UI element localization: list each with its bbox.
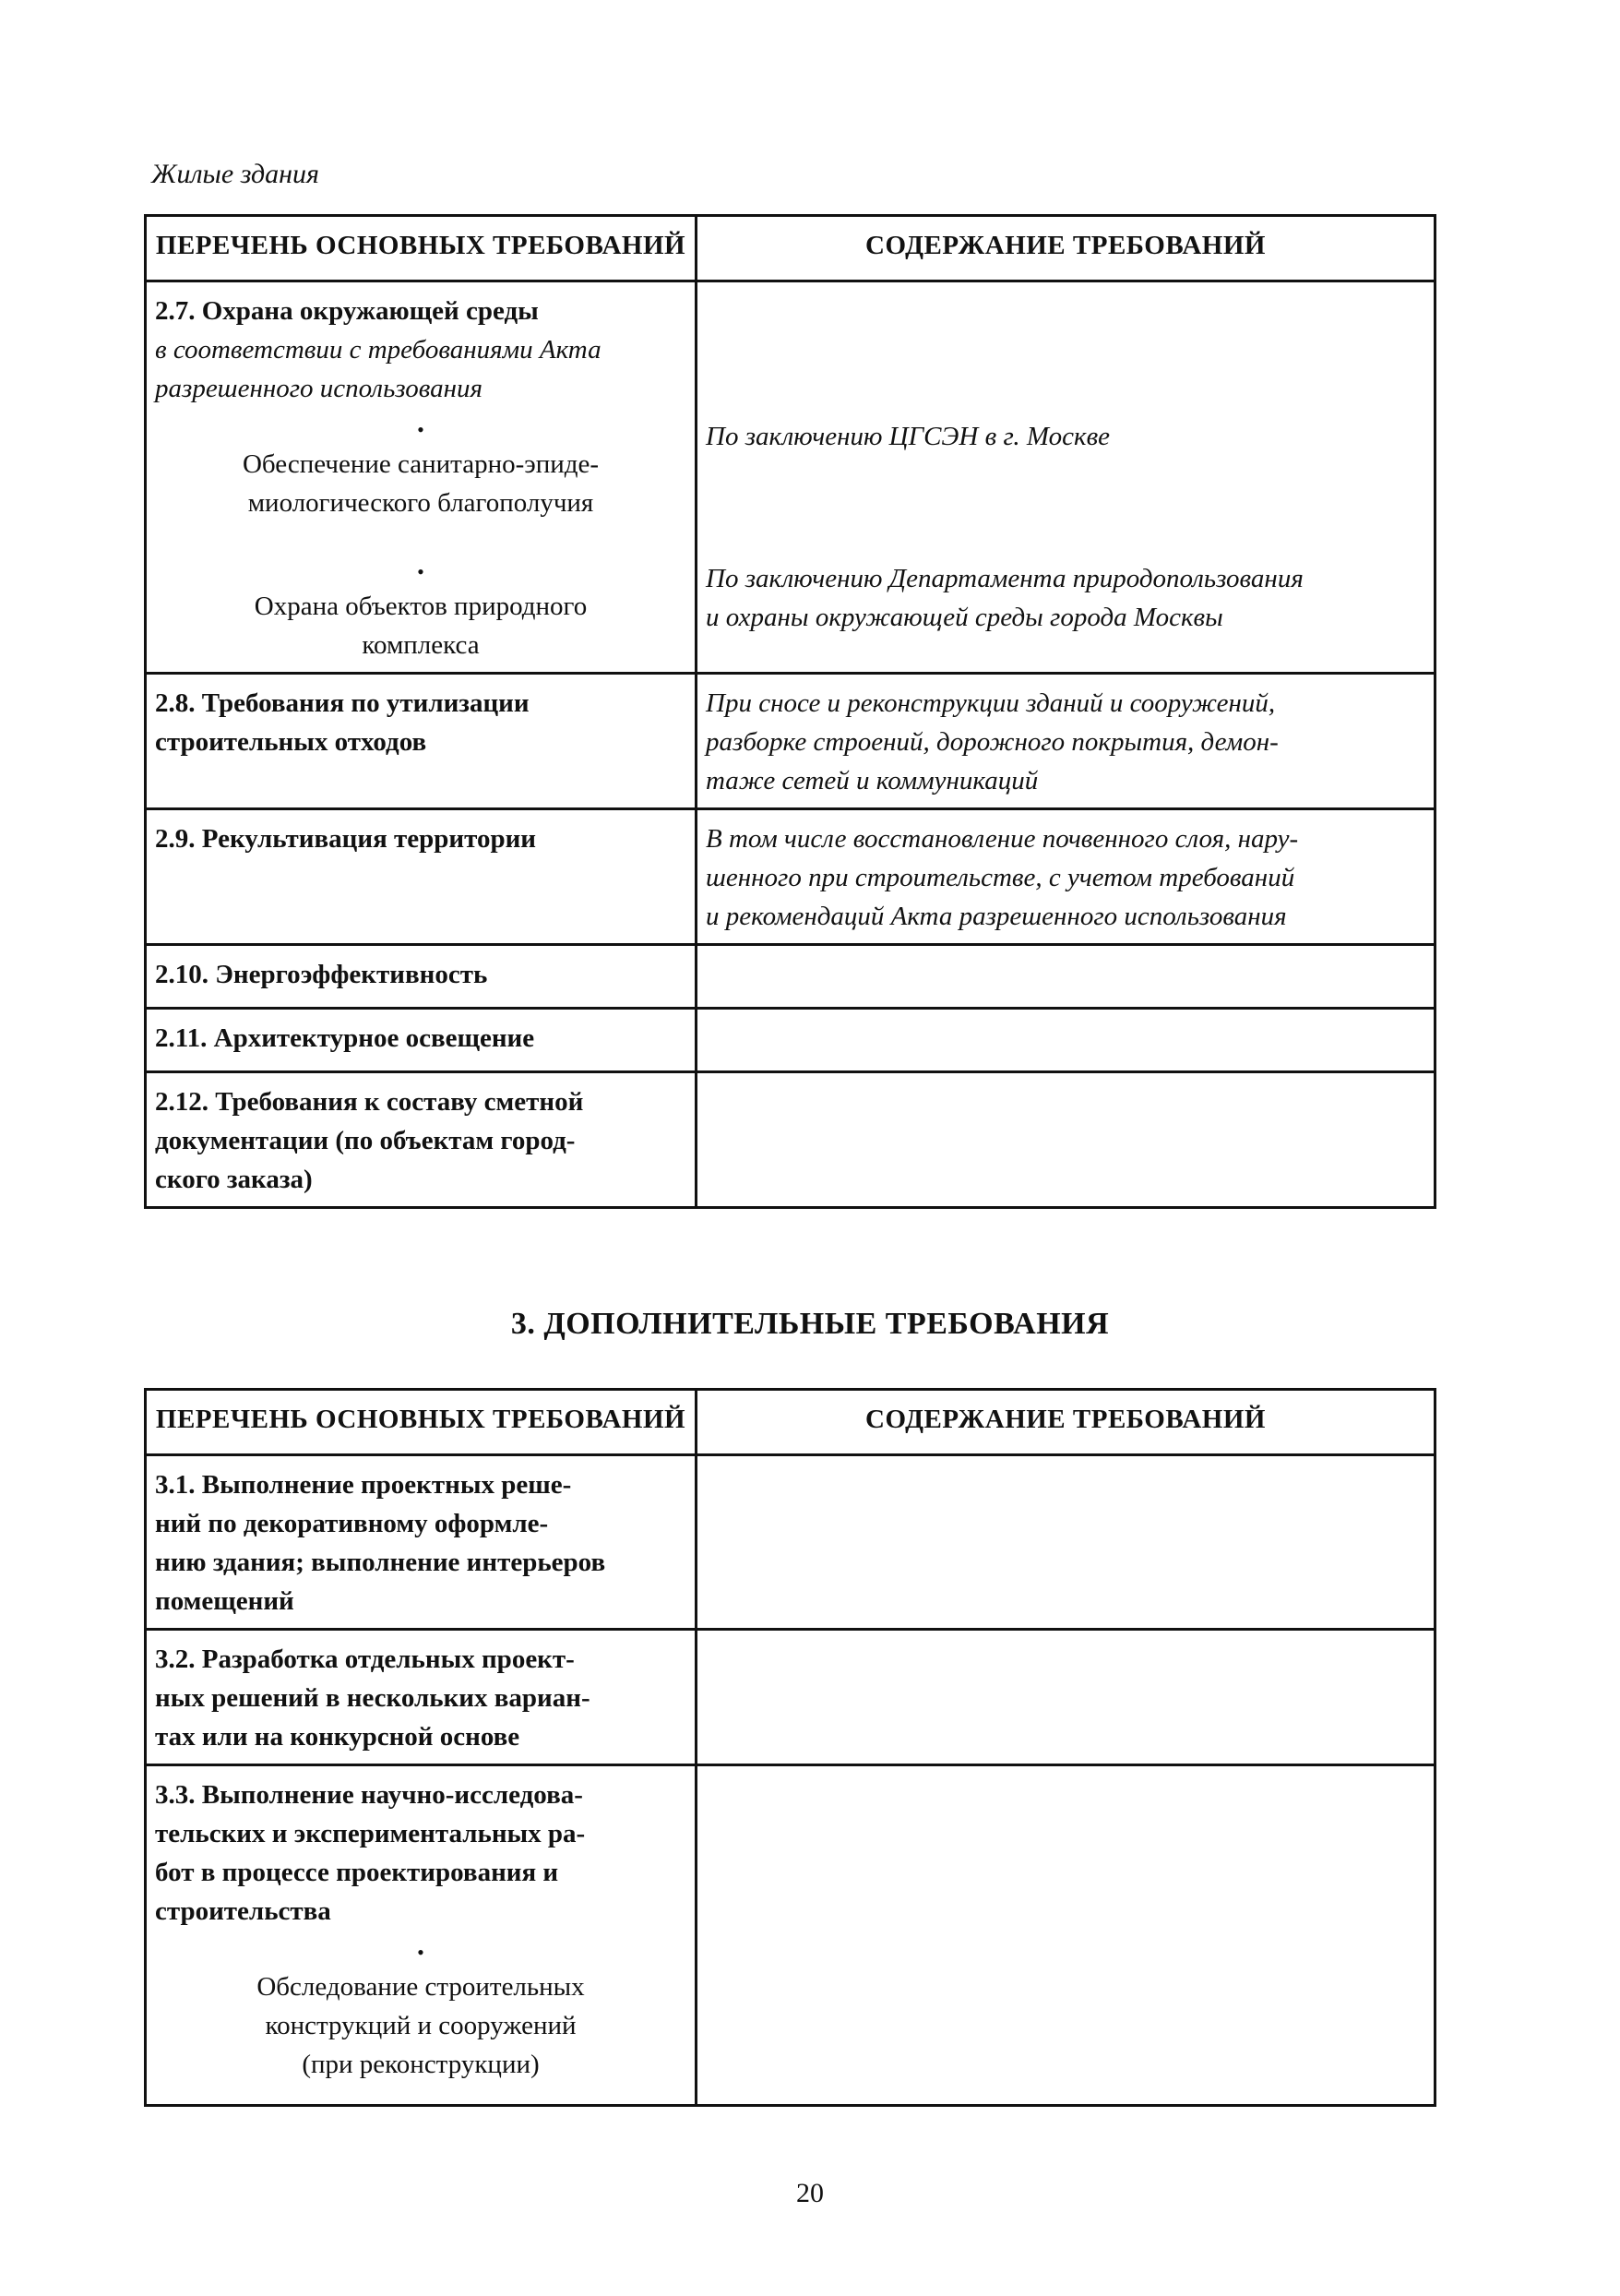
row-2-7-item2-line2: комплекса	[362, 630, 480, 660]
running-header: Жилые здания	[151, 159, 320, 189]
table-row	[146, 1765, 1435, 2106]
row-2-8-title-line1: 2.8. Требования по утилизации	[155, 688, 530, 718]
row-2-12-content	[697, 1072, 1435, 1208]
table-header-row	[146, 1390, 1435, 1455]
requirements-table-2	[144, 214, 1436, 1209]
row-2-8-content	[697, 674, 1435, 809]
column-header-requirements: ПЕРЕЧЕНЬ ОСНОВНЫХ ТРЕБОВАНИЙ	[146, 216, 697, 281]
row-2-9-content	[697, 809, 1435, 945]
row-2-10-requirement	[146, 945, 697, 1009]
row-2-9-requirement	[146, 809, 697, 945]
row-3-1-line2: ний по декоративному оформле-	[155, 1509, 549, 1538]
table-row	[146, 1009, 1435, 1072]
requirements-table-3	[144, 1388, 1436, 2107]
row-3-1-line1: 3.1. Выполнение проектных реше-	[155, 1470, 572, 1500]
row-3-3-line3: бот в процессе проектирования и	[155, 1858, 559, 1887]
bullet-icon: •	[417, 418, 424, 441]
row-3-2-content	[697, 1630, 1435, 1765]
row-2-9-title: 2.9. Рекультивация территории	[155, 824, 536, 854]
column-header-content: СОДЕРЖАНИЕ ТРЕБОВАНИЙ	[697, 216, 1435, 281]
row-2-8-content-line3: таже сетей и коммуникаций	[706, 766, 1039, 795]
row-2-11-content	[697, 1009, 1435, 1072]
row-3-2-line2: ных решений в нескольких вариан-	[155, 1683, 590, 1713]
table-row	[146, 809, 1435, 945]
row-3-3-line2: тельских и экспериментальных ра-	[155, 1819, 586, 1848]
row-2-7-content	[697, 281, 1435, 674]
column-header-requirements: ПЕРЕЧЕНЬ ОСНОВНЫХ ТРЕБОВАНИЙ	[146, 1390, 697, 1455]
row-2-8-content-line1: При сносе и реконструкции зданий и сооружений,	[706, 688, 1276, 718]
column-header-content: СОДЕРЖАНИЕ ТРЕБОВАНИЙ	[697, 1390, 1435, 1455]
row-3-3-item-line2: конструкций и сооружений	[265, 2011, 577, 2040]
row-2-9-content-line2: шенного при строительстве, с учетом требований	[706, 863, 1295, 892]
table-row	[146, 1072, 1435, 1208]
row-2-9-content-line3: и рекомендаций Акта разрешенного использования	[706, 902, 1287, 931]
row-3-3-content	[697, 1765, 1435, 2106]
row-3-3-requirement	[146, 1765, 697, 2106]
row-2-12-title-line3: ского заказа)	[155, 1165, 313, 1194]
bullet-icon: •	[417, 560, 424, 583]
table-row	[146, 945, 1435, 1009]
row-2-12-requirement	[146, 1072, 697, 1208]
row-2-7-item2-content-line1: По заключению Департамента природопользования	[706, 564, 1304, 593]
row-3-1-content	[697, 1455, 1435, 1630]
row-3-1-line4: помещений	[155, 1586, 294, 1616]
row-2-12-title-line1: 2.12. Требования к составу сметной	[155, 1087, 584, 1117]
row-2-8-requirement	[146, 674, 697, 809]
row-2-7-requirement	[146, 281, 697, 674]
row-2-7-subtitle-line1: в соответствии с требованиями Акта	[155, 335, 602, 365]
row-3-2-requirement	[146, 1630, 697, 1765]
row-2-7-item1-line1: Обеспечение санитарно-эпиде-	[242, 449, 600, 479]
row-2-11-requirement	[146, 1009, 697, 1072]
row-2-12-title-line2: документации (по объектам город-	[155, 1126, 576, 1155]
row-3-2-line3: тах или на конкурсной основе	[155, 1722, 520, 1752]
row-2-7-item1-content: По заключению ЦГСЭН в г. Москве	[706, 422, 1111, 451]
row-2-7-subtitle-line2: разрешенного использования	[155, 374, 482, 403]
row-2-9-content-line1: В том числе восстановление почвенного слоя, нару-	[706, 824, 1299, 854]
row-2-7-item1-line2: миологического благополучия	[247, 488, 594, 518]
row-3-1-requirement	[146, 1455, 697, 1630]
table-row	[146, 281, 1435, 674]
row-2-8-content-line2: разборке строений, дорожного покрытия, демон-	[706, 727, 1279, 757]
row-2-10-title: 2.10. Энергоэффективность	[155, 960, 488, 989]
row-2-7-item2-content-line2: и охраны окружающей среды города Москвы	[706, 603, 1223, 632]
row-3-3-line4: строительства	[155, 1896, 331, 1926]
row-3-2-line1: 3.2. Разработка отдельных проект-	[155, 1644, 575, 1674]
section-3-title: 3. ДОПОЛНИТЕЛЬНЫЕ ТРЕБОВАНИЯ	[510, 1307, 1110, 1341]
row-3-3-item-line1: Обследование строительных	[256, 1972, 585, 2002]
row-2-7-title: 2.7. Охрана окружающей среды	[155, 296, 539, 326]
table-row	[146, 1455, 1435, 1630]
page-number: 20	[796, 2178, 824, 2208]
row-2-11-title: 2.11. Архитектурное освещение	[155, 1023, 535, 1053]
row-2-8-title-line2: строительных отходов	[155, 727, 427, 757]
row-3-1-line3: нию здания; выполнение интерьеров	[155, 1548, 606, 1577]
bullet-icon: •	[417, 1941, 424, 1964]
table-header-row	[146, 216, 1435, 281]
table-row	[146, 674, 1435, 809]
table-row	[146, 1630, 1435, 1765]
row-2-10-content	[697, 945, 1435, 1009]
row-3-3-line1: 3.3. Выполнение научно-исследова-	[155, 1780, 583, 1810]
row-3-3-item-line3: (при реконструкции)	[302, 2050, 540, 2079]
row-2-7-item2-line1: Охрана объектов природного	[254, 592, 588, 621]
